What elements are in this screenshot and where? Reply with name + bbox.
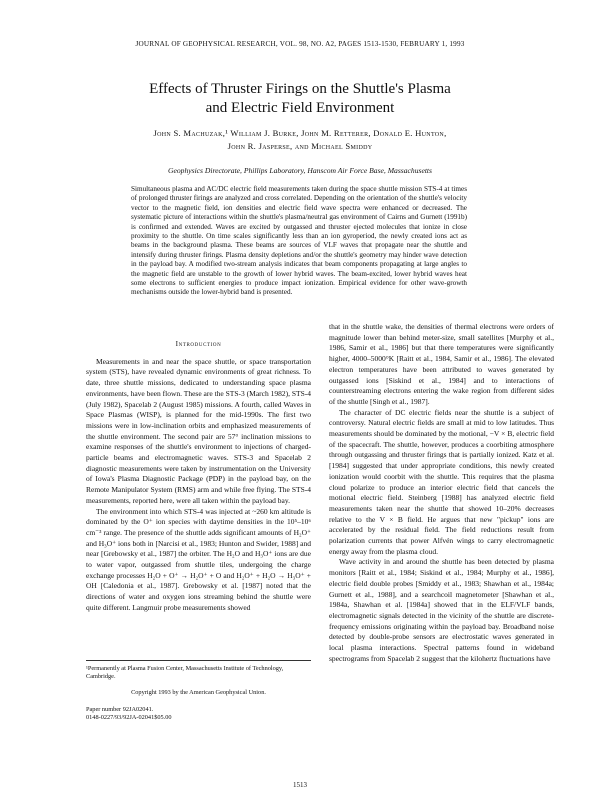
issn-line: 0148-0227/93/92JA-02041$05.00	[86, 713, 172, 721]
running-header: JOURNAL OF GEOPHYSICAL RESEARCH, VOL. 98, NO. A2, PAGES 1513-1530, FEBRUARY 1, 1993	[135, 40, 465, 48]
title-line-2: and Electric Field Environment	[205, 100, 395, 116]
paper-number: Paper number 92JA02041.	[86, 705, 154, 713]
body-paragraph: The environment into which STS-4 was injected at ~260 km altitude is dominated by the O⁺ ion species with daytime densities in the 10⁵–10⁶ cm⁻³ range. The presence of the shuttle adds significant amounts of H₂O⁺ and H₃O⁺ ions both in [Narcisi et al., 1983; Hunton and Swider, 1988] and near [Grebowsky et al., 1987] the orbiter. The H₂O and H₃O⁺ ions are due to water vapor, outgassed from shuttle tiles, undergoing the charge exchange processes H₂O + O⁺ → H₂O⁺ + O and H₂O⁺ + H₂O → H₃O⁺ + OH [Caledonia et al., 1987]. Grebowsky et al. [1987] noted that the directions of water and oxygen ions streaming behind the shuttle were quite different. Langmuir probe measurements showed	[86, 506, 311, 612]
affiliation: Geophysics Directorate, Phillips Laboratory, Hanscom Air Force Base, Massachusetts	[168, 166, 432, 175]
footnotes	[86, 660, 311, 722]
paper-title	[60, 80, 540, 118]
body-paragraph: The character of DC electric fields near the shuttle is a subject of controversy. Natural electric fields are small at mid to low latitudes. Thus measurements should be dominated by the motional, −V × B, electric field of the spacecraft. The shuttle, however, produces a coorbiting atmosphere through outgassing and thruster firings that is partially ionized. Katz et al. [1984] suggested that under appropriate conditions, this newly created ionization would coorbit with the shuttle. This requires that the plasma cloud polarize to produce an interior electric field that cancels the motional electric field. Steinberg [1988] has analyzed electric field measurements taken near the shuttle that showed 10–20% decreases relative to the V × B field. He argues that new "pickup" ions are accelerated by the residual field. The field reductions result from polarization currents that power Alfvén wings to carry electromagnetic energy away from the plasma cloud.	[329, 407, 554, 556]
authors-line-2: John R. Jasperse, and Michael Smiddy	[227, 141, 373, 151]
right-column	[329, 322, 554, 768]
body-paragraph: Wave activity in and around the shuttle has been detected by plasma monitors [Raitt et al., 1984; Siskind et al., 1984; Murphy et al., 1986], electric field double probes [Smiddy et al., 1983; Shawhan et al., 1984a; Gurnett et al., 1988], and a searchcoil magnetometer [Shawhan et al., 1984a, Shawhan et al. [1984a] showed that in the ELF/VLF bands, electromagnetic signals detected in the vicinity of the shuttle are discrete-frequency emissions originating within the payload bay. Broadband noise detected by double-probe sensors are electrostatic waves generated in local plasma interactions. Spectral patterns found in wideband spectrograms from Spacelab 2 suggest that the kilohertz fluctuations have	[329, 557, 554, 663]
copyright-notice: Copyright 1993 by the American Geophysical Union.	[131, 689, 266, 697]
left-column	[86, 339, 311, 614]
section-heading-introduction: Introduction	[175, 340, 222, 348]
author-list	[70, 127, 530, 153]
body-paragraph: Measurements in and near the space shuttle, or space transportation system (STS), have revealed dynamic environments of great richness. To date, three shuttle missions, dedicated to understanding space plasma environments, have been flown. These are the STS-3 (March 1982), STS-4 (July 1982), Spacelab 2 (August 1985) missions. A fourth, called Waves in Space Plasmas (WISP), is planned for the mid-1990s. The first two missions were in low-inclination orbits and emphasized measurements of the shuttle environment. The second pair are 57° inclination missions to examine responses of the shuttle's environment to injections of charged-particle beams and electromagnetic waves. STS-3 and Spacelab 2 diagnostic measurements were taken by instrumentation on the University of Iowa's Plasma Diagnostic Package (PDP) in the payload bay, on the Remote Manipulator System (RMS) arm and while free flying. The STS-4 measurements, reported here, were all taken within the payload bay.	[86, 356, 312, 505]
abstract: Simultaneous plasma and AC/DC electric field measurements taken during the space shuttle mission STS-4 at times of prolonged thruster firings are analyzed and cross correlated. Depending on the orientation of the shuttle's velocity vector to the magnetic field, ion densities and electric field wave spectra were enhanced or decreased. The systematic picture of interactions within the shuttle's plasma/neutral gas environment of Cairns and Gurnett (1991b) is confirmed and extended. Waves are excited by outgassed and thruster ejected molecules that ionize in close proximity to the shuttle. On time scales significantly less than an ion gyroperiod, the newly created ions act as beams in the background plasma. These beams are sources of VLF waves that propagate near the shuttle and intensify during thruster firings. Plasma density depletions and/or the shuttle's geometry may hinder wave detection in the payload bay. A modified two-stream analysis indicates that beam components propagating at large angles to the magnetic field are unstable to the growth of lower hybrid waves. The beam-excited, lower hybrid waves heat some electrons to sufficient energies to produce impact ionization. Empirical evidence for other wave-growth mechanisms outside the lower-hybrid band is presented.	[131, 185, 467, 297]
affiliation-footnote: ¹Permanently at Plasma Fusion Center, Massachusetts Institute of Technology, Cambridge.	[86, 665, 284, 681]
authors-line-1: John S. Machuzak,¹ William J. Burke, John M. Retterer, Donald E. Hunton,	[153, 128, 447, 138]
page-number: 1513	[293, 781, 307, 789]
body-paragraph: that in the shuttle wake, the densities of thermal electrons were orders of magnitude lower than behind meter-size, small satellites [Murphy et al., 1986, Samir et al., 1986] but that there temperatures were significantly higher, 4000–5000°K [Raitt et al., 1984, Samir et al., 1986]. The elevated electron temperatures have been attributed to waves generated by outgassed ions [Siskind et al., 1984] and to interactions of counterstreaming electrons entering the wake region from different sides of the shuttle [Singh et al., 1987].	[329, 322, 554, 406]
title-line-1: Effects of Thruster Firings on the Shuttle's Plasma	[149, 81, 451, 97]
